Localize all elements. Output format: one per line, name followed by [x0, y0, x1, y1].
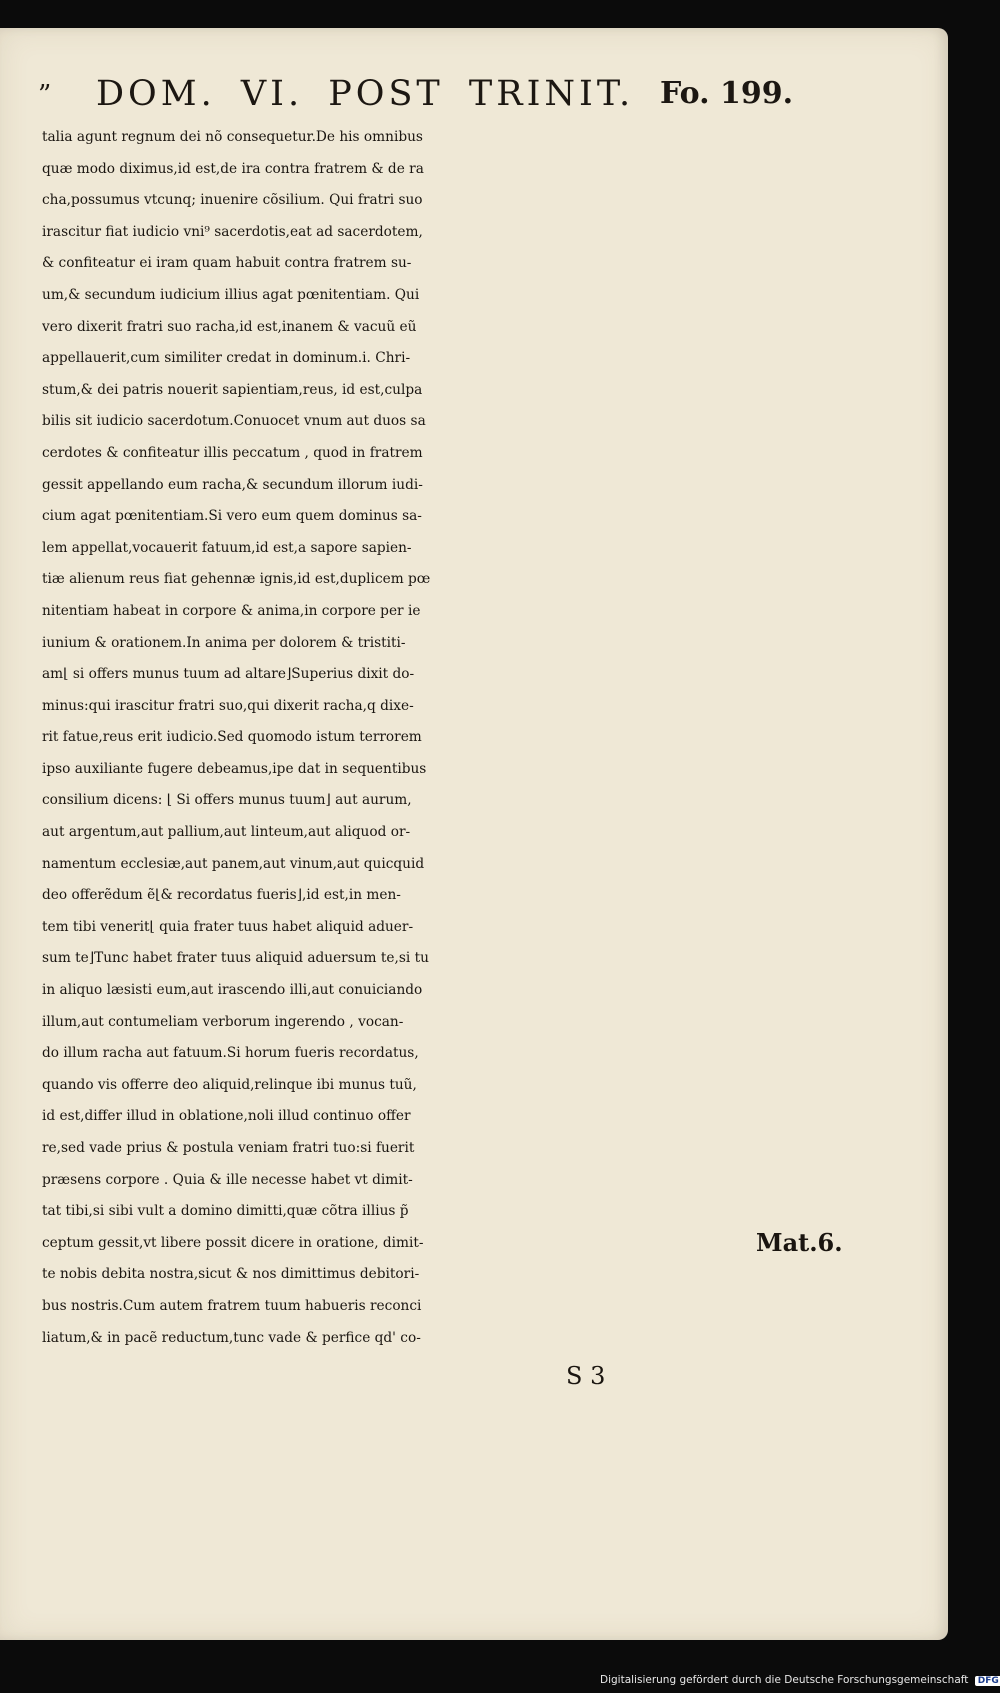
text-line: tiæ alienum reus fiat gehennæ ignis,id est,duplicem pœ	[42, 571, 431, 588]
running-head	[32, 74, 794, 124]
text-line: re,sed vade prius & postula veniam fratri tuo:si fuerit	[42, 1140, 415, 1156]
text-line: tat tibi,si sibi vult a domino dimitti,quæ cõtra illius p̃	[42, 1203, 409, 1220]
text-line: minus:qui irascitur fratri suo,qui dixerit racha,q dixe-	[42, 697, 414, 714]
text-line: do illum racha aut fatuum.Si horum fueris recordatus,	[42, 1045, 419, 1062]
text-line: & confiteatur ei iram quam habuit contra fratrem su-	[42, 255, 412, 272]
signature-mark: S 3	[566, 1362, 606, 1390]
text-line: in aliquo læsisti eum,aut irascendo illi,aut conuiciando	[42, 982, 423, 999]
running-head-title: DOM. VI. POST TRINIT.	[96, 74, 635, 114]
text-line: quæ modo diximus,id est,de ira contra fratrem & de ra	[42, 160, 424, 177]
text-line: quando vis offerre deo aliquid,relinque ibi munus tuũ,	[42, 1076, 417, 1093]
body-text	[42, 122, 762, 1354]
text-line: ceptum gessit,vt libere possit dicere in oratione, dimit-	[42, 1234, 424, 1251]
text-line: te nobis debita nostra,sicut & nos dimittimus debitori-	[42, 1266, 420, 1283]
text-line: ipso auxiliante fugere debeamus,ipe dat in sequentibus	[42, 760, 427, 777]
text-line: cha,possumus vtcunq; inuenire cõsilium. Qui fratri suo	[42, 192, 423, 209]
text-line: lem appellat,vocauerit fatuum,id est,a sapore sapien-	[42, 539, 412, 556]
text-line: talia agunt regnum dei nõ consequetur.De his omnibus	[42, 129, 423, 145]
text-line: iunium & orationem.In anima per dolorem & tristiti-	[42, 634, 406, 651]
text-line: aut argentum,aut pallium,aut linteum,aut aliquod or-	[42, 824, 411, 841]
text-line: irascitur fiat iudicio vni⁹ sacerdotis,eat ad sacerdotem,	[42, 223, 423, 240]
text-line: am⌊ si offers munus tuum ad altare⌋Superius dixit do-	[42, 666, 415, 683]
text-line: præsens corpore . Quia & ille necesse habet vt dimit-	[42, 1171, 413, 1188]
text-line: appellauerit,cum similiter credat in dominum.i. Chri-	[42, 350, 411, 367]
folio-number: Fo. 199.	[660, 76, 794, 111]
text-line: cium agat pœnitentiam.Si vero eum quem dominus sa-	[42, 508, 422, 525]
footer-credit	[600, 1674, 1000, 1693]
text-line: consilium dicens: ⌊ Si offers munus tuum⌋ aut aurum,	[42, 792, 412, 809]
text-line: sum te⌋Tunc habet frater tuus aliquid aduersum te,si tu	[42, 950, 429, 967]
text-line: liatum,& in pacẽ reductum,tunc vade & perfice qd' co-	[42, 1329, 421, 1346]
text-line: um,& secundum iudicium illius agat pœnitentiam. Qui	[42, 286, 420, 303]
running-head-mark: ”	[38, 80, 52, 110]
margin-note: Mat.6.	[756, 1228, 843, 1257]
text-line: deo offerẽdum ẽ⌊& recordatus fueris⌋,id est,in men-	[42, 887, 401, 904]
text-line: bus nostris.Cum autem fratrem tuum habueris reconci	[42, 1297, 422, 1314]
dfg-logo-badge: DFG	[975, 1676, 1000, 1686]
text-line: gessit appellando eum racha,& secundum illorum iudi-	[42, 476, 423, 493]
footer-credit-text: Digitalisierung gefördert durch die Deutsche Forschungsgemeinschaft	[600, 1674, 969, 1686]
text-line: tem tibi venerit⌊ quia frater tuus habet aliquid aduer-	[42, 918, 414, 935]
text-line: id est,differ illud in oblatione,noli illud continuo offer	[42, 1108, 411, 1125]
text-line: stum,& dei patris nouerit sapientiam,reus, id est,culpa	[42, 381, 423, 398]
text-line: bilis sit iudicio sacerdotum.Conuocet vnum aut duos sa	[42, 413, 426, 430]
text-line: namentum ecclesiæ,aut panem,aut vinum,aut quicquid	[42, 855, 425, 872]
text-line: vero dixerit fratri suo racha,id est,inanem & vacuũ eũ	[42, 318, 417, 335]
text-line: nitentiam habeat in corpore & anima,in corpore per ie	[42, 602, 421, 619]
text-line: rit fatue,reus erit iudicio.Sed quomodo istum terrorem	[42, 729, 422, 746]
text-line: cerdotes & confiteatur illis peccatum , quod in fratrem	[42, 444, 423, 461]
text-line: illum,aut contumeliam verborum ingerendo , vocan-	[42, 1013, 404, 1030]
